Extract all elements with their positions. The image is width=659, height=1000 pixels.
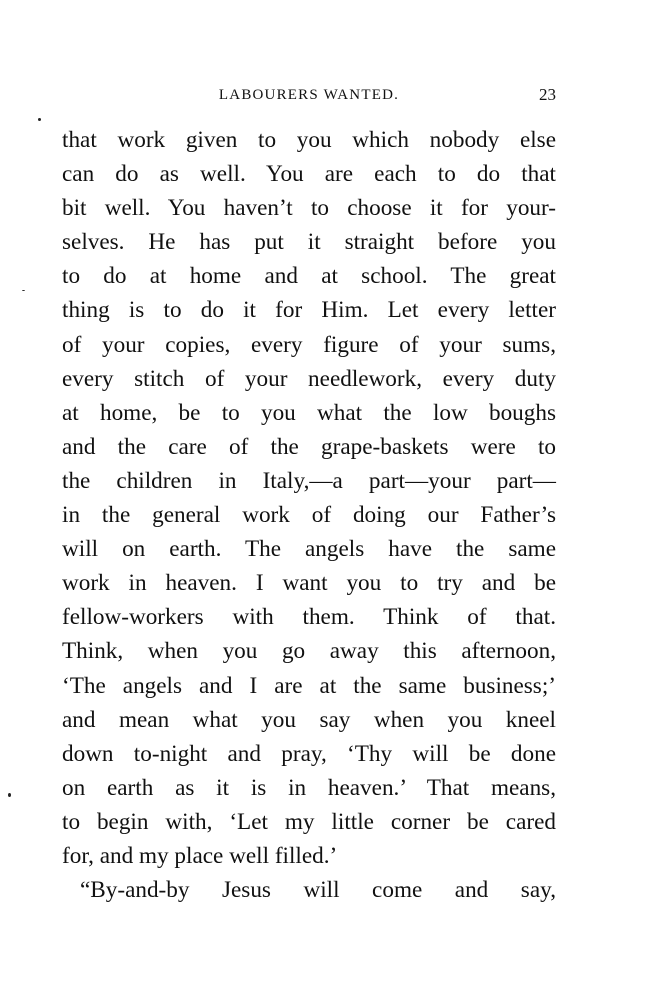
running-title: LABOURERS WANTED. [218,87,400,103]
text-line: that work given to you which nobody else [62,127,556,153]
text-line: and mean what you say when you kneel [62,706,556,733]
text-line: selves. He has put it straight before you [62,229,556,256]
print-speck [8,793,11,797]
text-line: on earth as it is in heaven.’ That means, [62,774,556,801]
body-text [62,123,556,907]
text-line: of your copies, every figure of your sums, [62,331,556,358]
text-line: Think, when you go away this afternoon, [62,638,556,665]
text-line: work in heaven. I want you to try and be [62,570,556,597]
text-line: in the general work of doing our Father’s [62,502,556,529]
print-speck [38,118,41,121]
paragraph-start-line: “By-and-by Jesus will come and say, [80,877,556,904]
running-head [62,84,556,106]
text-line: ‘The angels and I are at the same business;’ [62,672,556,699]
text-line: down to-night and pray, ‘Thy will be done [62,740,556,767]
text-line: every stitch of your needlework, every duty [62,365,556,392]
text-line: thing is to do it for Him. Let every letter [62,297,556,324]
text-line: to begin with, ‘Let my little corner be cared [62,808,556,835]
text-line: can do as well. You are each to do that [62,161,556,188]
text-line: will on earth. The angels have the same [62,536,556,563]
text-line: bit well. You haven’t to choose it for your- [62,195,556,222]
text-line: fellow-workers with them. Think of that. [62,604,556,631]
print-speck [22,290,25,291]
text-line: at home, be to you what the low boughs [62,399,556,426]
text-line: to do at home and at school. The great [62,263,556,290]
paragraph-end-line: for, and my place well filled.’ [62,842,338,869]
page-number: 23 [539,85,556,104]
text-line: the children in Italy,—a part—your part— [62,467,556,494]
text-line: and the care of the grape-baskets were to [62,433,556,460]
